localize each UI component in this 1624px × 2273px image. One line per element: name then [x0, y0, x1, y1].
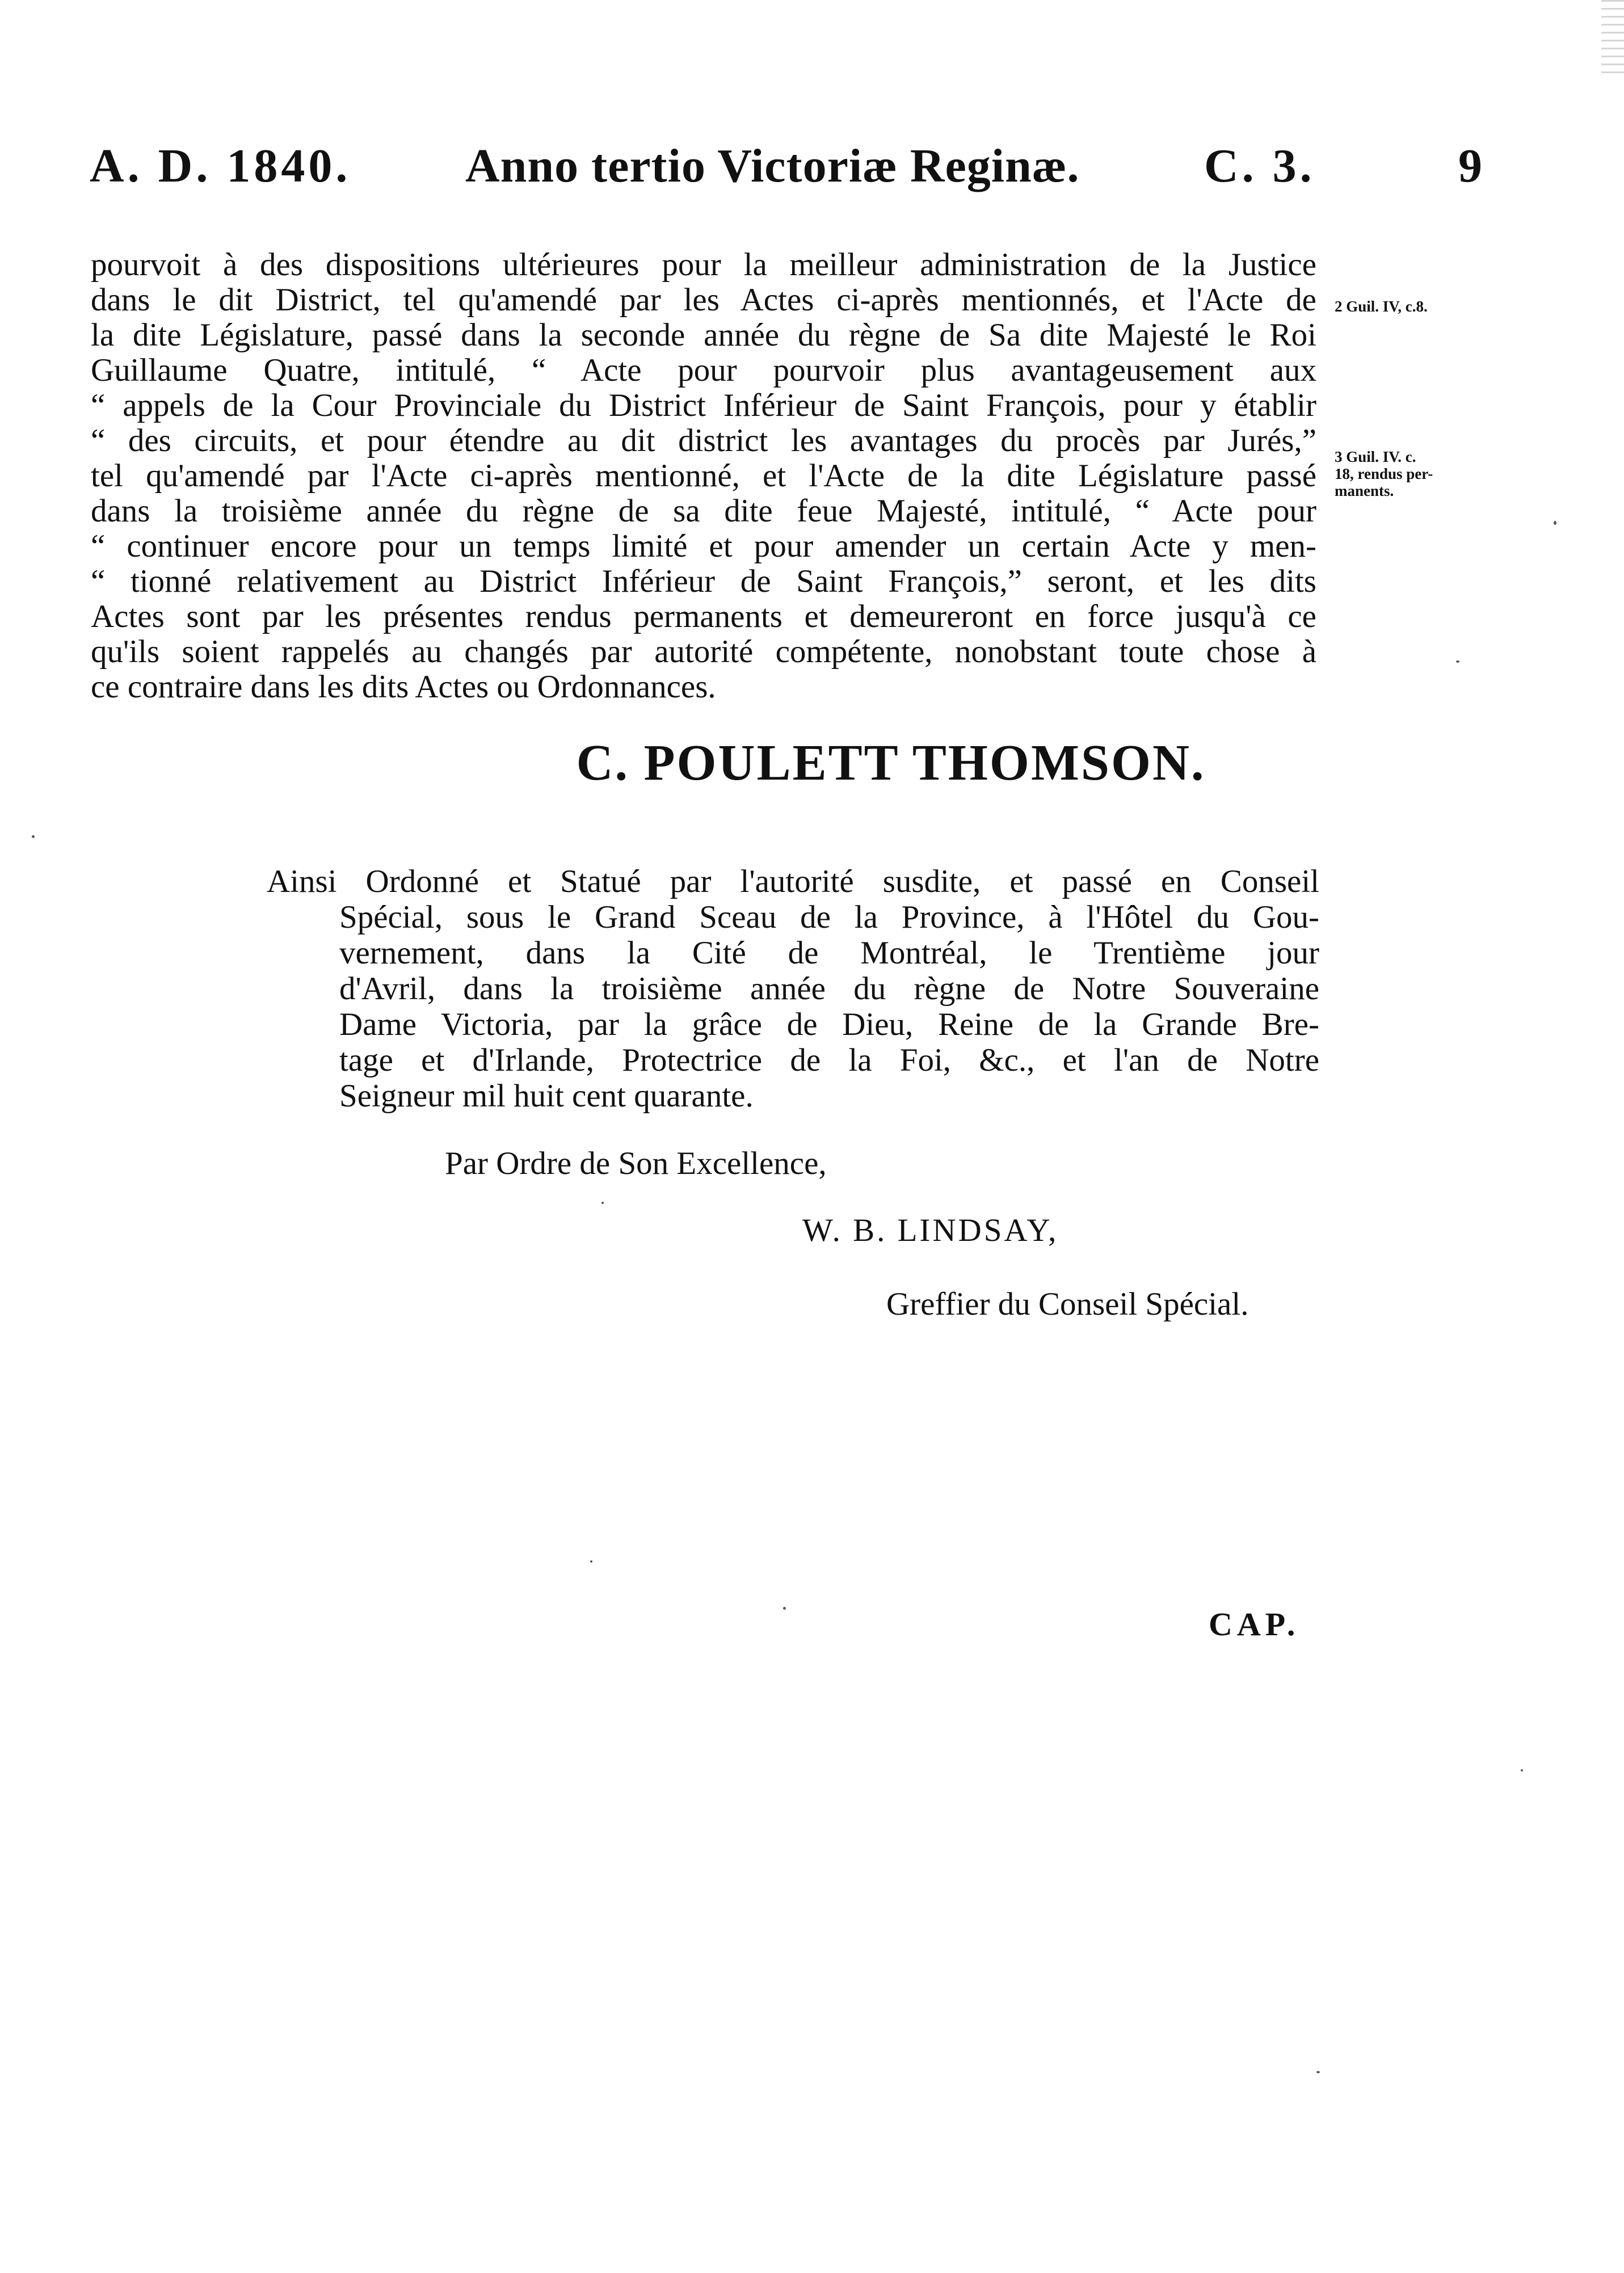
scan-speck — [783, 1607, 786, 1610]
clause-line: d'Avril, dans la troisième année du règne de Notre Souveraine — [339, 971, 1319, 1007]
secretary-title: Greffier du Conseil Spécial. — [886, 1286, 1249, 1322]
clause-line: Dame Victoria, par la grâce de Dieu, Reine de la Grande Bre- — [339, 1007, 1319, 1042]
order-line: Par Ordre de Son Excellence, — [445, 1146, 827, 1181]
body-line: Actes sont par les présentes rendus permanents et demeureront en force jusqu'à ce — [91, 599, 1316, 634]
body-line: “ appels de la Cour Provinciale du District Inférieur de Saint François, pour y établir — [91, 388, 1316, 423]
scan-speck — [590, 1560, 592, 1563]
body-paragraph — [91, 247, 1316, 705]
body-line: dans la troisième année du règne de sa dite feue Majesté, intitulé, “ Acte pour — [91, 493, 1316, 529]
body-line: “ continuer encore pour un temps limité et pour amender un certain Acte y men- — [91, 528, 1316, 564]
margin-note-line: manents. — [1335, 482, 1394, 499]
body-line: “ des circuits, et pour étendre au dit district les avantages du procès par Jurés,” — [91, 423, 1316, 458]
header-chapter: C. 3. — [1204, 140, 1315, 192]
body-line: tel qu'amendé par l'Acte ci-après mentionné, et l'Acte de la dite Législature passé — [91, 458, 1316, 494]
clause-line: tage et d'Irlande, Protectrice de la Foi, &c., et l'an de Notre — [339, 1042, 1319, 1078]
body-line: “ tionné relativement au District Inférieur de Saint François,” seront, et les dits — [91, 563, 1316, 599]
scan-speck — [1316, 2071, 1320, 2073]
catchword: CAP. — [1209, 1606, 1300, 1643]
margin-note-line: 18, rendus per- — [1335, 465, 1433, 482]
body-line: dans le dit District, tel qu'amendé par les Actes ci-après mentionnés, et l'Acte de — [91, 282, 1316, 318]
clause-line: vernement, dans la Cité de Montréal, le Trentième jour — [339, 935, 1319, 971]
secretary-name: W. B. LINDSAY, — [802, 1213, 1059, 1248]
scan-speck — [32, 835, 35, 838]
body-line: ce contraire dans les dits Actes ou Ordonnances. — [91, 669, 716, 705]
governor-signature: C. POULETT THOMSON. — [576, 735, 1206, 791]
header-year: A. D. 1840. — [90, 140, 351, 192]
clause-line: Ainsi Ordonné et Statué par l'autorité susdite, et passé en Conseil — [267, 864, 1319, 899]
scan-speck — [1456, 660, 1459, 663]
enacting-clause — [267, 864, 1319, 1114]
header-title: Anno tertio Victoriæ Reginæ. — [465, 140, 1080, 192]
body-line: qu'ils soient rappelés au changés par autorité compétente, nonobstant toute chose à — [91, 634, 1316, 670]
clause-line: Spécial, sous le Grand Sceau de la Province, à l'Hôtel du Gou- — [339, 899, 1319, 935]
scan-speck — [601, 1202, 604, 1204]
margin-note-line: 3 Guil. IV. c. — [1335, 448, 1416, 465]
body-line: la dite Législature, passé dans la seconde année du règne de Sa dite Majesté le Roi — [91, 317, 1316, 353]
scan-speck — [1554, 521, 1556, 525]
body-line: Guillaume Quatre, intitulé, “ Acte pour pourvoir plus avantageusement aux — [91, 352, 1316, 388]
page-number: 9 — [1458, 140, 1482, 192]
clause-line: Seigneur mil huit cent quarante. — [339, 1078, 754, 1114]
body-line: pourvoit à des dispositions ultérieures pour la meilleur administration de la Justice — [91, 247, 1316, 283]
margin-note-statute-2-guil-iv: 2 Guil. IV, c.8. — [1335, 298, 1428, 315]
margin-note-statute-3-guil-iv — [1335, 448, 1433, 499]
scan-speck — [1521, 1769, 1523, 1771]
scan-edge-marks — [1601, 0, 1624, 79]
